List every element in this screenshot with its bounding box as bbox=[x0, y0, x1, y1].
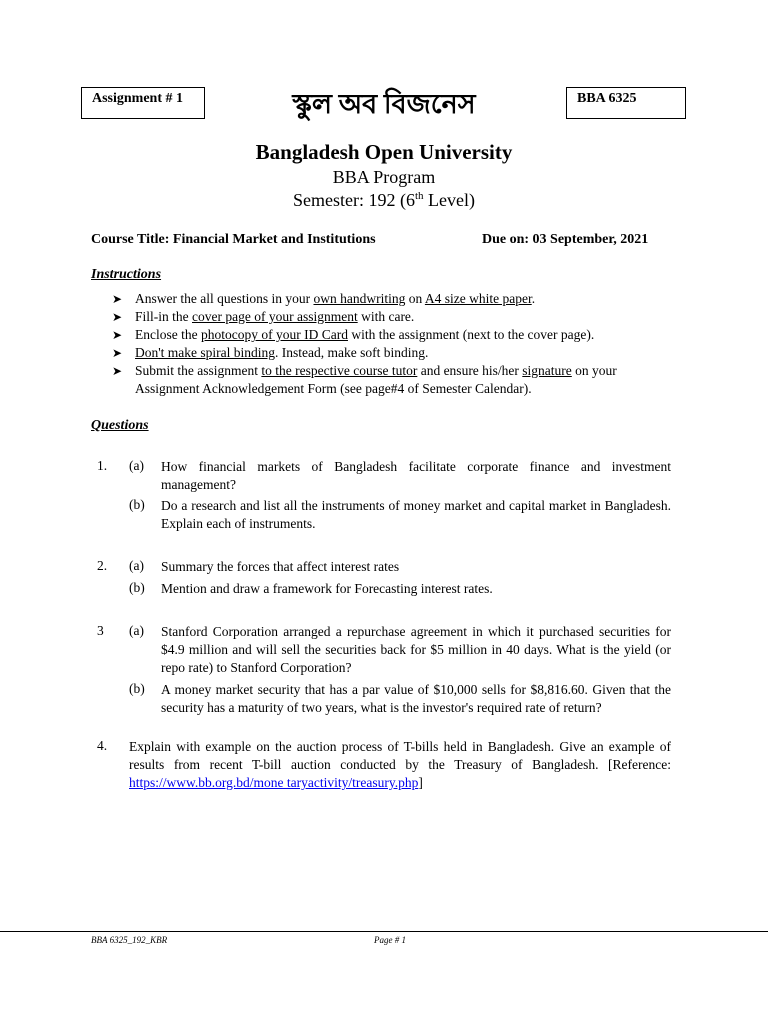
question-text: A money market security that has a par value of $10,000 sells for $8,816.60. Given that the security has a maturity of two years, what is the investor's required rate of return? bbox=[161, 682, 671, 715]
question-text: Do a research and list all the instruments of money market and capital market in Bangladesh. Explain each of instruments. bbox=[161, 498, 671, 531]
university-name: Bangladesh Open University bbox=[255, 140, 513, 164]
instruction-item: ➤ Enclose the photocopy of your ID Card with the assignment (next to the cover page). bbox=[112, 327, 595, 342]
sub-question-label: (a) bbox=[129, 558, 144, 573]
due-date: Due on: 03 September, 2021 bbox=[482, 232, 649, 247]
question-text: Mention and draw a framework for Forecasting interest rates. bbox=[161, 581, 493, 596]
questions-heading: Questions bbox=[91, 418, 149, 433]
instruction-item: ➤ Answer the all questions in your own handwriting on A4 size white paper. bbox=[112, 291, 536, 306]
footer-doc-code: BBA 6325_192_KBR bbox=[91, 935, 168, 945]
instruction-item: ➤ Don't make spiral binding. Instead, make soft binding. bbox=[112, 345, 429, 360]
question-number: 4. bbox=[97, 738, 108, 753]
question-number: 2. bbox=[97, 558, 108, 573]
footer-page-number: Page # 1 bbox=[374, 935, 406, 945]
course-title: Course Title: Financial Market and Institutions bbox=[91, 232, 376, 247]
arrow-bullet-icon: ➤ bbox=[112, 364, 123, 378]
question-text: Stanford Corporation arranged a repurchase agreement in which it purchased securities for $4.9 million and will sell the securities back for $5 million in 40 days. What is the yield (or repo rate) to Stanford Corporation? bbox=[161, 624, 671, 675]
sub-question-label: (a) bbox=[129, 623, 144, 638]
instruction-item: ➤ Fill-in the cover page of your assignment with care. bbox=[112, 309, 415, 324]
sub-question-label: (b) bbox=[129, 580, 145, 595]
arrow-bullet-icon: ➤ bbox=[112, 292, 123, 306]
question-number: 1. bbox=[97, 458, 108, 473]
instructions-heading: Instructions bbox=[91, 267, 162, 282]
question-text: Explain with example on the auction process of T-bills held in Bangladesh. Give an example of results from recent T-bill auction conducted by the Treasury of Bangladesh. [Reference: https://www.bb.org.bd/mone taryactivity/treasury.php] bbox=[129, 739, 671, 790]
sub-question-label: (a) bbox=[129, 458, 144, 473]
arrow-bullet-icon: ➤ bbox=[112, 346, 123, 360]
footer-divider bbox=[0, 931, 768, 932]
question-text: How financial markets of Bangladesh facilitate corporate finance and investment management? bbox=[161, 459, 671, 492]
reference-link[interactable]: https://www.bb.org.bd/mone taryactivity/treasury.php bbox=[129, 775, 419, 790]
sub-question-label: (b) bbox=[129, 497, 145, 512]
question-number: 3 bbox=[97, 623, 104, 638]
semester-line: Semester: 192 (6th Level) bbox=[292, 190, 475, 210]
course-code: BBA 6325 bbox=[577, 91, 637, 106]
sub-question-label: (b) bbox=[129, 681, 145, 696]
instruction-item: ➤ Submit the assignment to the respective course tutor and ensure his/her signature on your Assignment Acknowledgement Form (see page#4 of Semester Calendar). bbox=[112, 363, 617, 396]
question-text: Summary the forces that affect interest rates bbox=[161, 559, 400, 574]
arrow-bullet-icon: ➤ bbox=[112, 328, 123, 342]
arrow-bullet-icon: ➤ bbox=[112, 310, 123, 324]
instructions-list bbox=[112, 290, 682, 398]
assignment-number: Assignment # 1 bbox=[92, 91, 184, 106]
school-name: স্কুল অব বিজনেস bbox=[292, 89, 476, 119]
program-name: BBA Program bbox=[332, 167, 436, 187]
